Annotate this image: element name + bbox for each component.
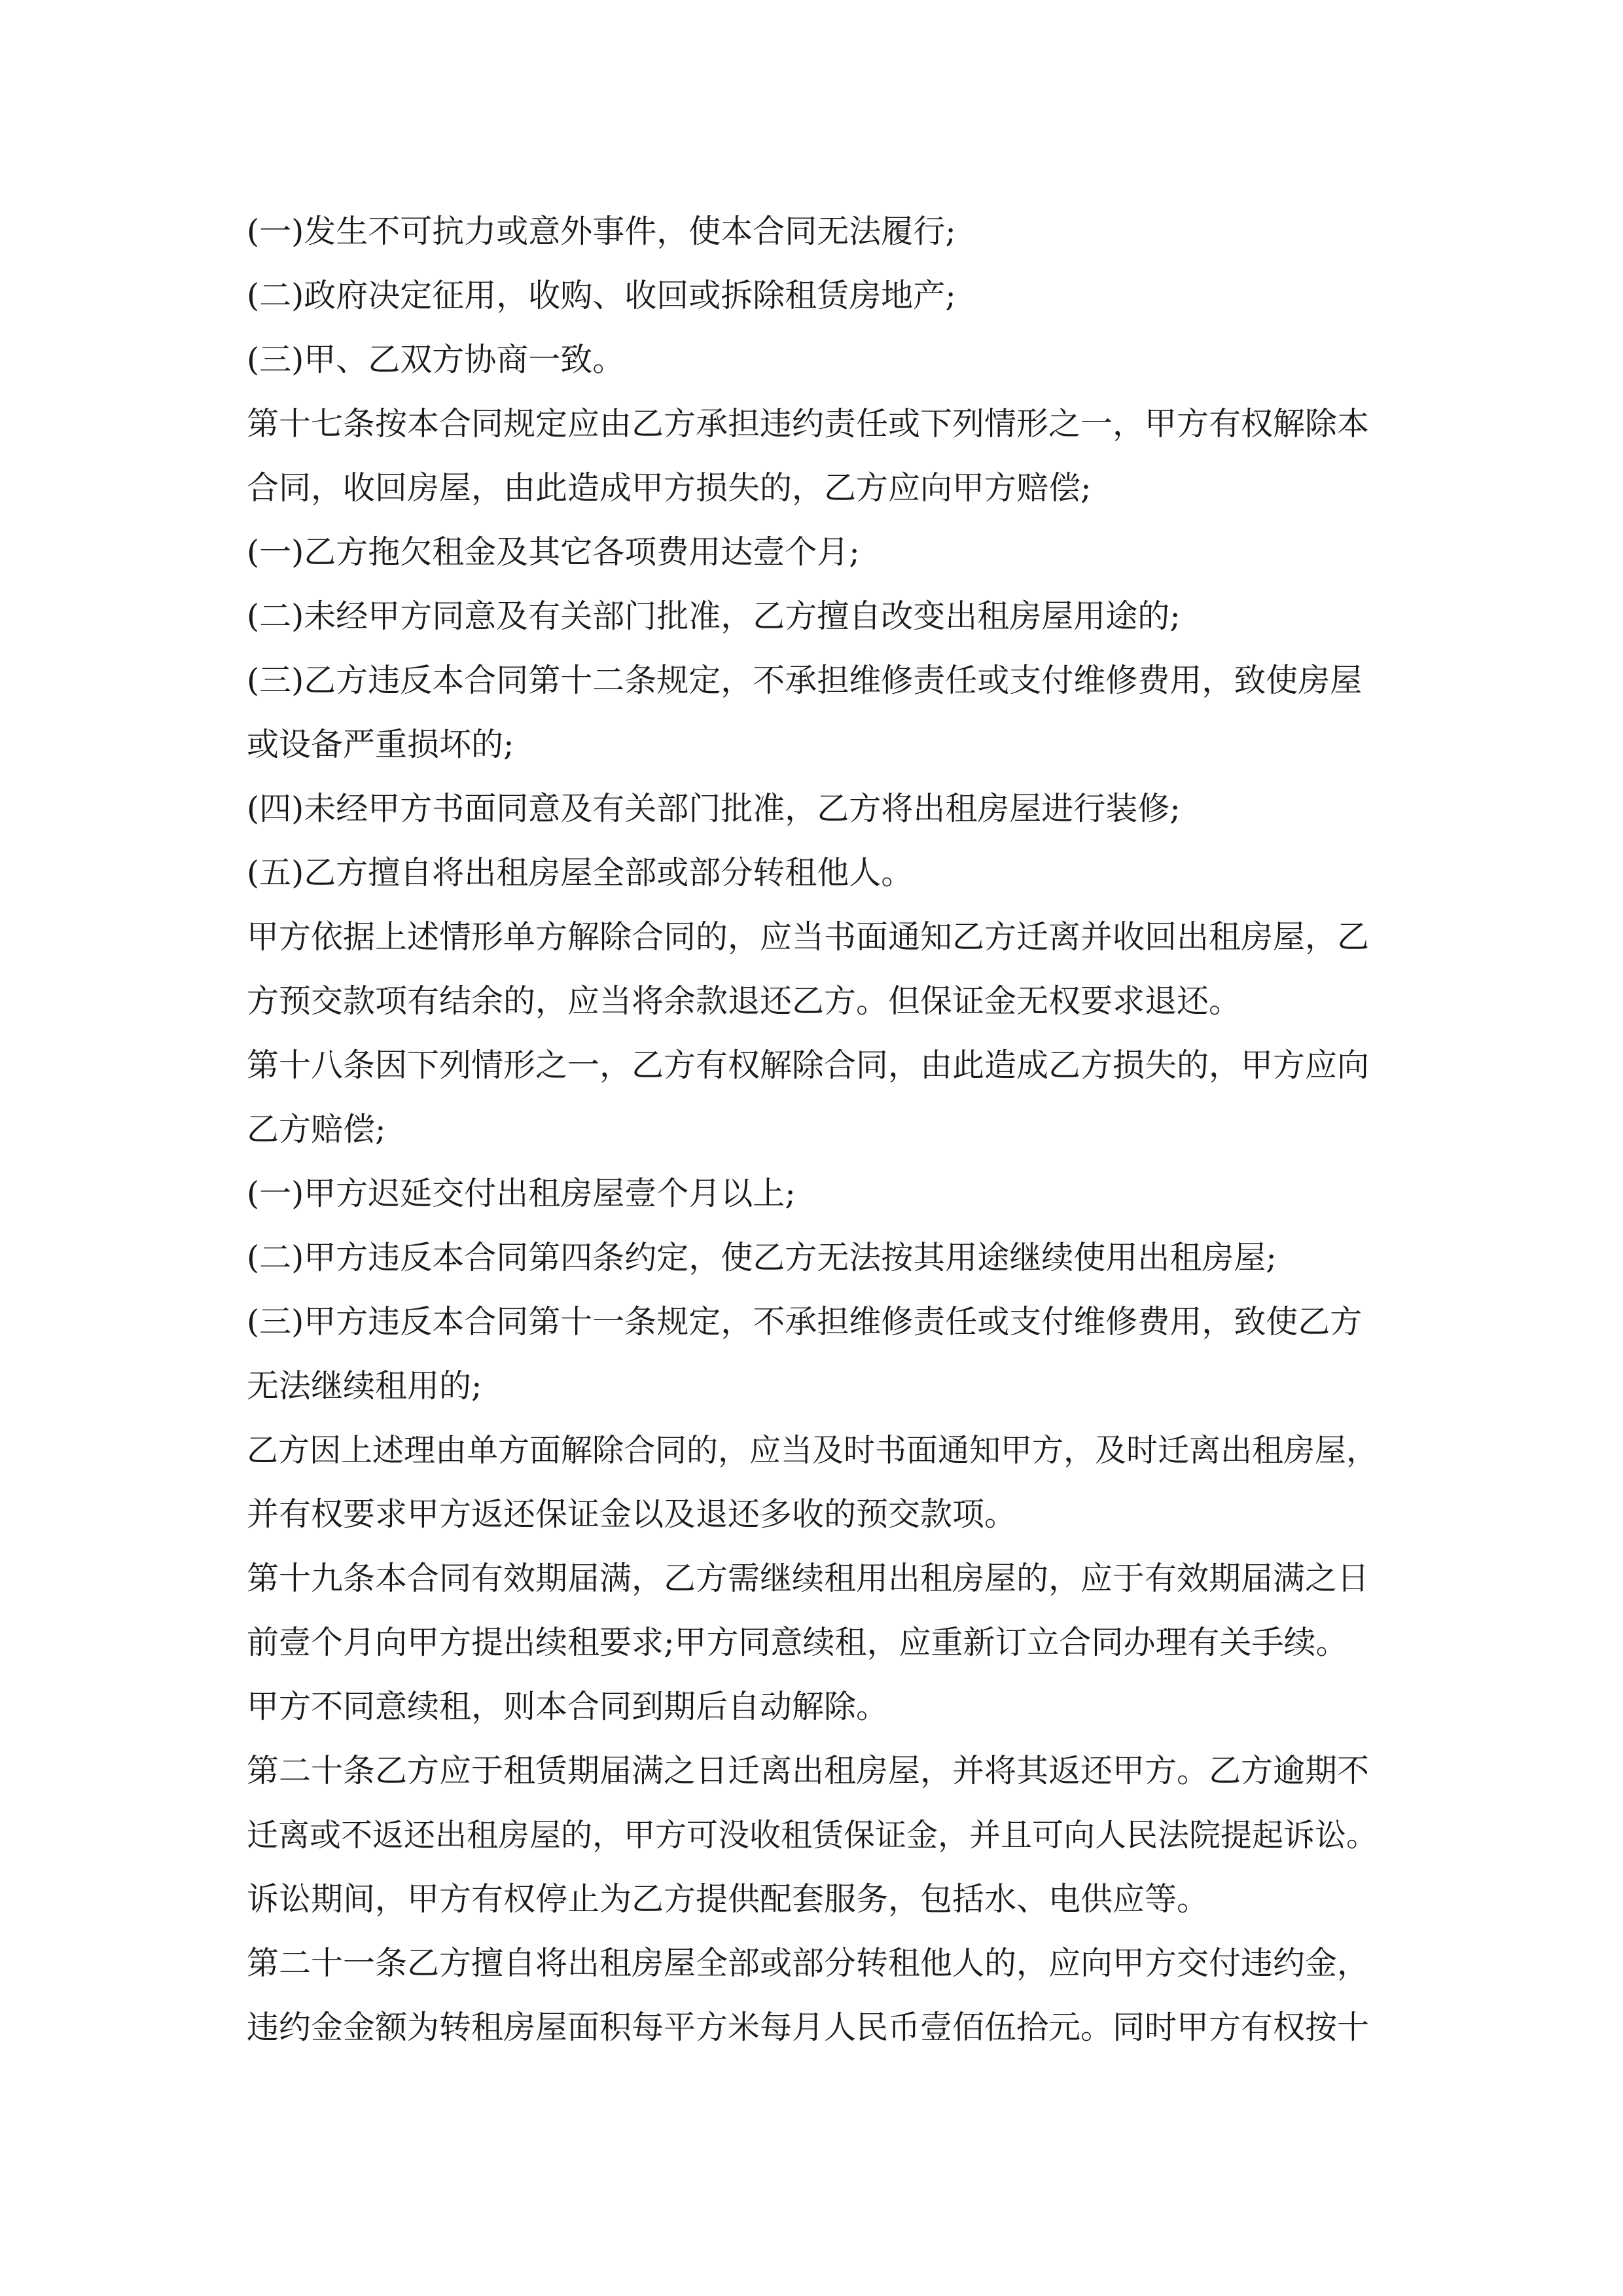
- text-line: 甲方依据上述情形单方解除合同的，应当书面通知乙方迁离并收回出租房屋，乙: [247, 918, 1370, 956]
- text-line: 方预交款项有结余的，应当将余款退还乙方。但保证金无权要求退还。: [247, 982, 1241, 1020]
- text-line: (三)甲方违反本合同第十一条规定，不承担维修责任或支付维修费用，致使乙方: [247, 1303, 1363, 1340]
- text-line: 迁离或不返还出租房屋的，甲方可没收租赁保证金，并且可向人民法院提起诉讼。: [247, 1817, 1378, 1854]
- text-line: 前壹个月向甲方提出续租要求;甲方同意续租，应重新订立合同办理有关手续。: [247, 1624, 1348, 1661]
- text-line: (一)甲方迟延交付出租房屋壹个月以上;: [247, 1175, 796, 1212]
- text-line: 第二十一条乙方擅自将出租房屋全部或部分转租他人的，应向甲方交付违约金，: [247, 1945, 1370, 1982]
- text-line: 乙方赔偿;: [247, 1111, 386, 1148]
- text-line: (二)甲方违反本合同第四条约定，使乙方无法按其用途继续使用出租房屋;: [247, 1239, 1277, 1276]
- text-line: (三)甲、乙双方协商一致。: [247, 341, 625, 378]
- text-line: (五)乙方擅自将出租房屋全部或部分转租他人。: [247, 854, 914, 891]
- text-line: 第十八条因下列情形之一，乙方有权解除合同，由此造成乙方损失的，甲方应向: [247, 1047, 1370, 1084]
- text-line: 合同，收回房屋，由此造成甲方损失的，乙方应向甲方赔偿;: [247, 469, 1092, 507]
- text-line: (二)未经甲方同意及有关部门批准，乙方擅自改变出租房屋用途的;: [247, 598, 1181, 635]
- text-line: (一)发生不可抗力或意外事件，使本合同无法履行;: [247, 213, 956, 250]
- text-line: 或设备严重损坏的;: [247, 726, 514, 763]
- text-line: 无法继续租用的;: [247, 1367, 482, 1405]
- text-line: 乙方因上述理由单方面解除合同的，应当及时书面通知甲方，及时迁离出租房屋，: [247, 1432, 1378, 1469]
- document-body: [247, 200, 1385, 2060]
- text-line: 第十七条按本合同规定应由乙方承担违约责任或下列情形之一，甲方有权解除本: [247, 405, 1370, 442]
- text-line: 诉讼期间，甲方有权停止为乙方提供配套服务，包括水、电供应等。: [247, 1880, 1209, 1918]
- text-line: (二)政府决定征用，收购、收回或拆除租赁房地产;: [247, 277, 956, 314]
- text-line: 并有权要求甲方返还保证金以及退还多收的预交款项。: [247, 1496, 1017, 1533]
- text-line: 第十九条本合同有效期届满，乙方需继续租用出租房屋的，应于有效期届满之日: [247, 1560, 1370, 1597]
- text-line: (四)未经甲方书面同意及有关部门批准，乙方将出租房屋进行装修;: [247, 790, 1181, 827]
- text-line: 甲方不同意续租，则本合同到期后自动解除。: [247, 1688, 889, 1725]
- text-line: 第二十条乙方应于租赁期届满之日迁离出租房屋，并将其返还甲方。乙方逾期不: [247, 1752, 1370, 1789]
- text-line: 违约金金额为转租房屋面积每平方米每月人民币壹佰伍拾元。同时甲方有权按十: [247, 2009, 1370, 2046]
- text-line: (三)乙方违反本合同第十二条规定，不承担维修责任或支付维修费用，致使房屋: [247, 662, 1363, 699]
- text-line: (一)乙方拖欠租金及其它各项费用达壹个月;: [247, 533, 860, 571]
